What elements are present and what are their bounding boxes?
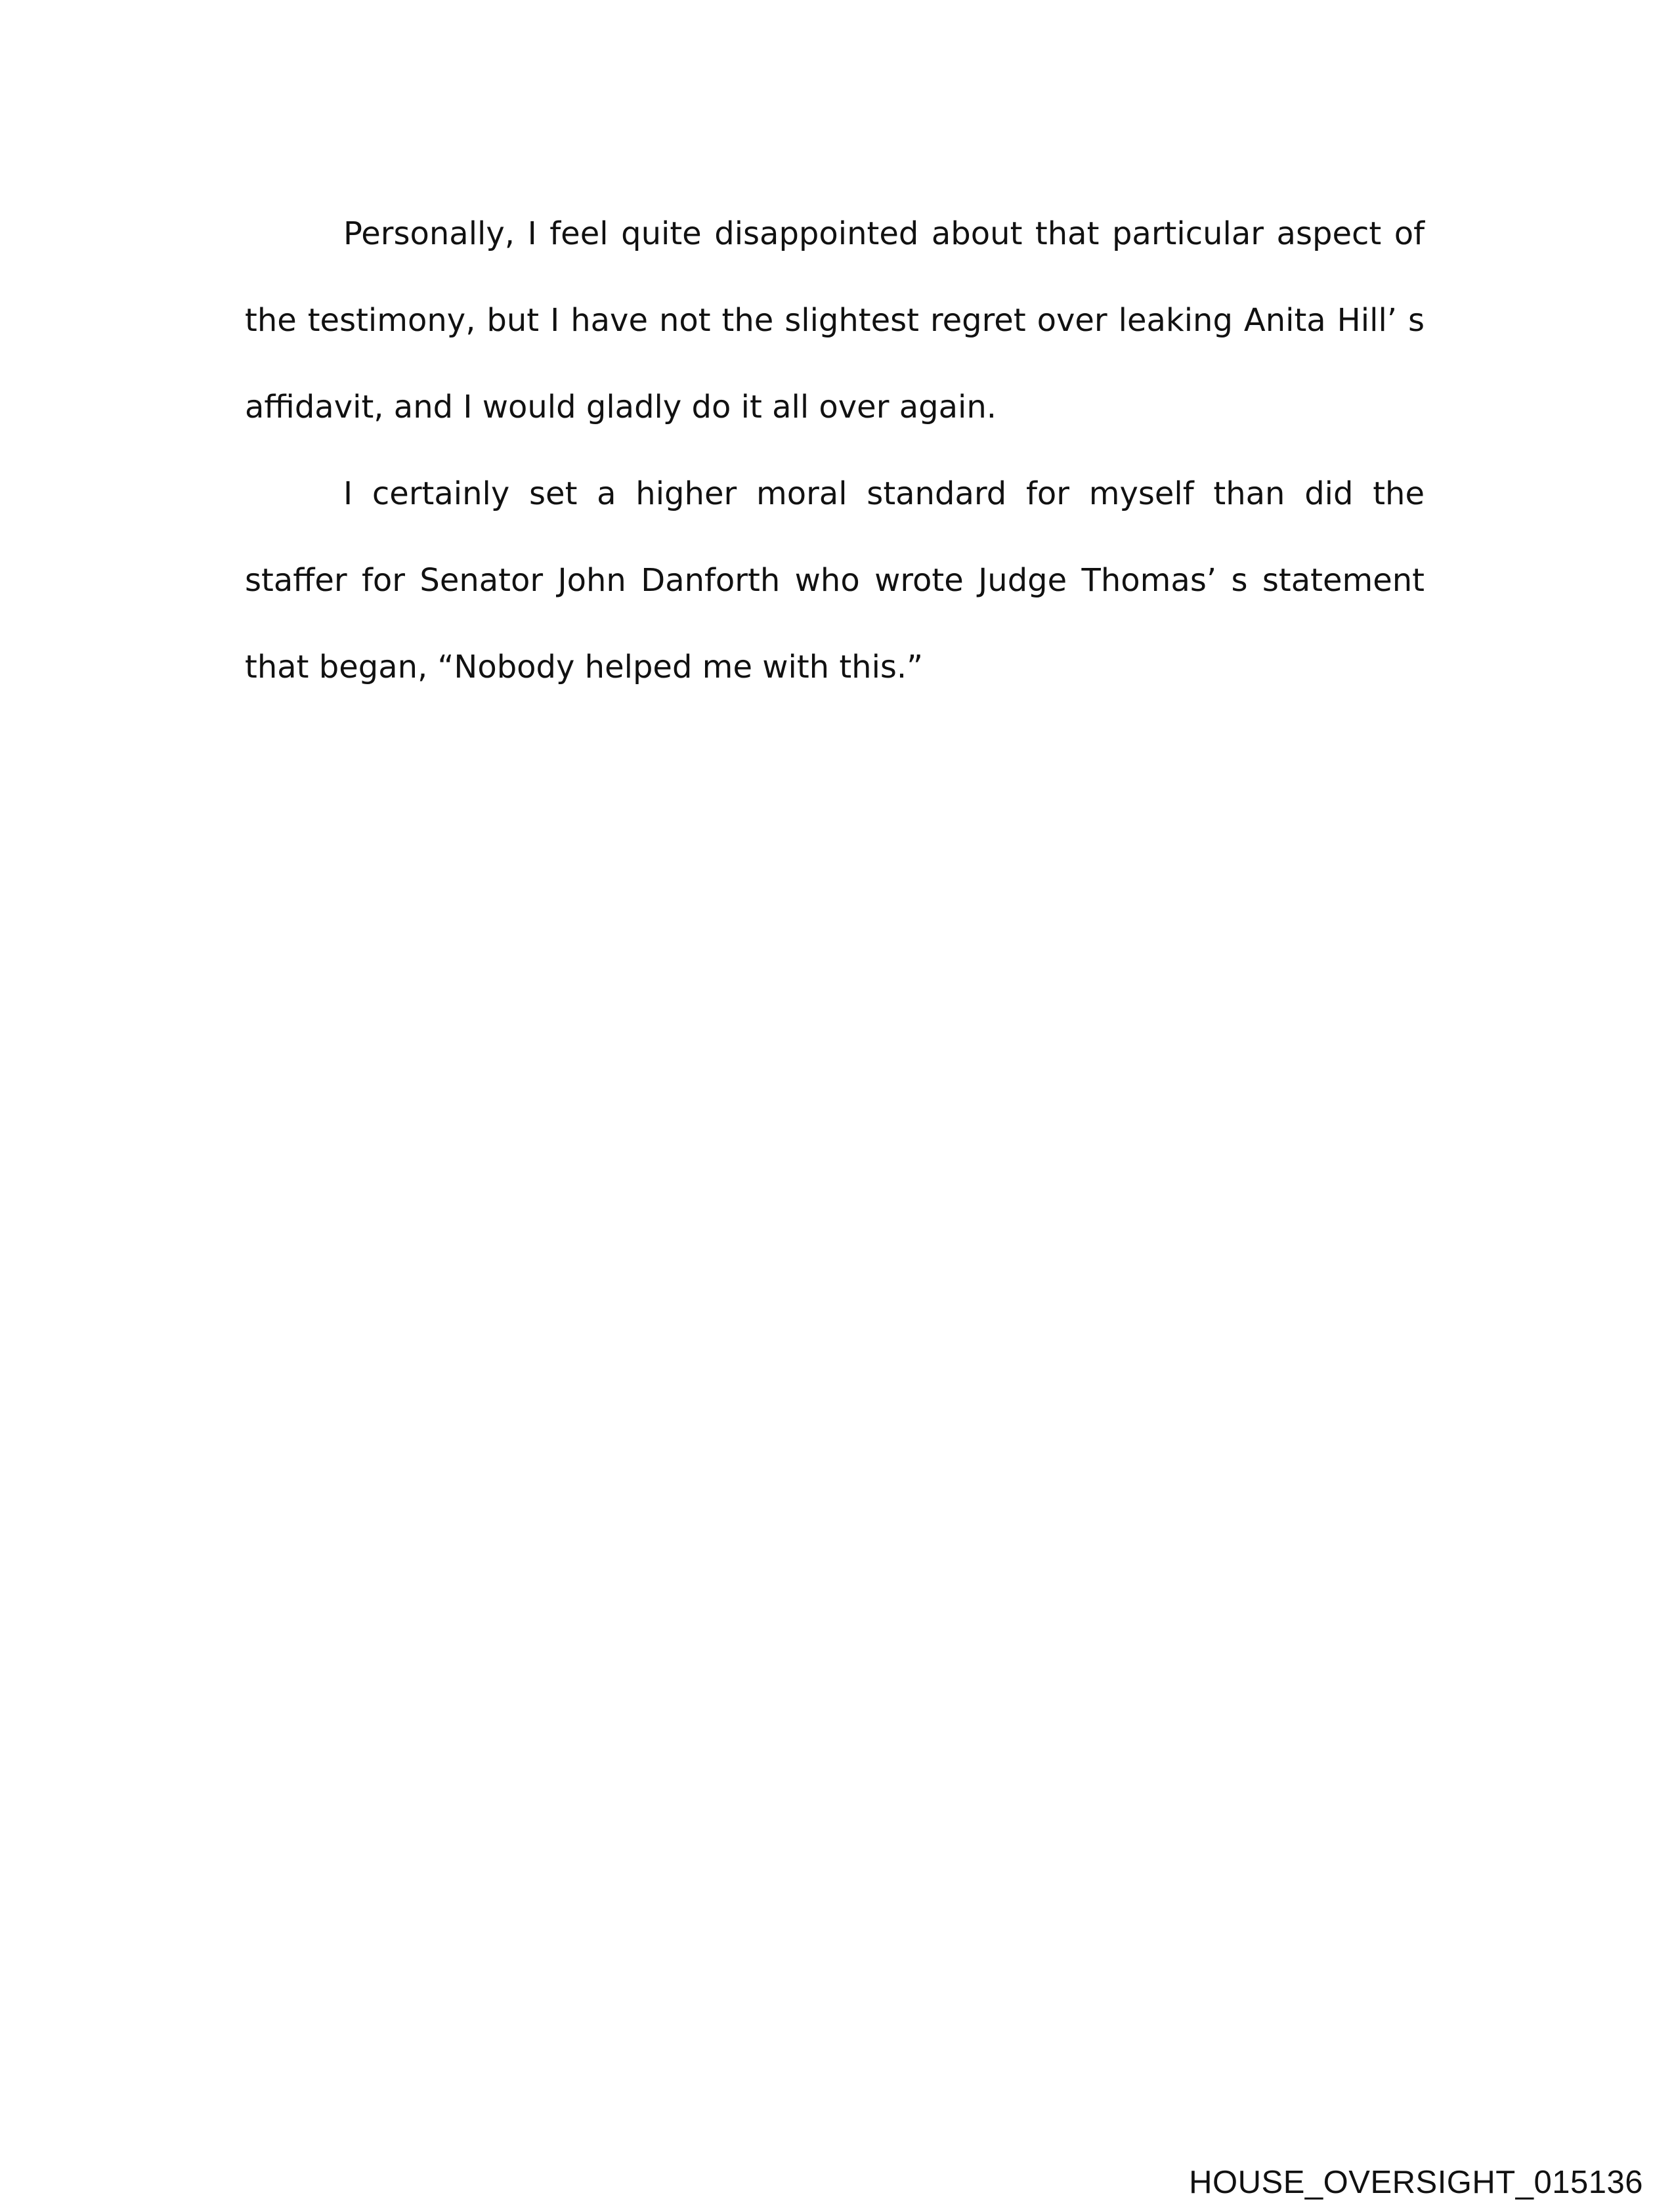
bates-number: HOUSE_OVERSIGHT_015136	[1189, 2165, 1643, 2200]
paragraph: Personally, I feel quite disappointed about that particular aspect of the testimony, but I have not the slightest regret over leaking Anita Hill’ s affidavit, and I would gladly do it all over again.	[245, 215, 1425, 425]
document-body	[245, 190, 1425, 710]
paragraph: I certainly set a higher moral standard for myself than did the staffer for Senator John Danforth who wrote Judge Thomas’ s statement that began, “Nobody helped me with this.”	[245, 475, 1425, 685]
